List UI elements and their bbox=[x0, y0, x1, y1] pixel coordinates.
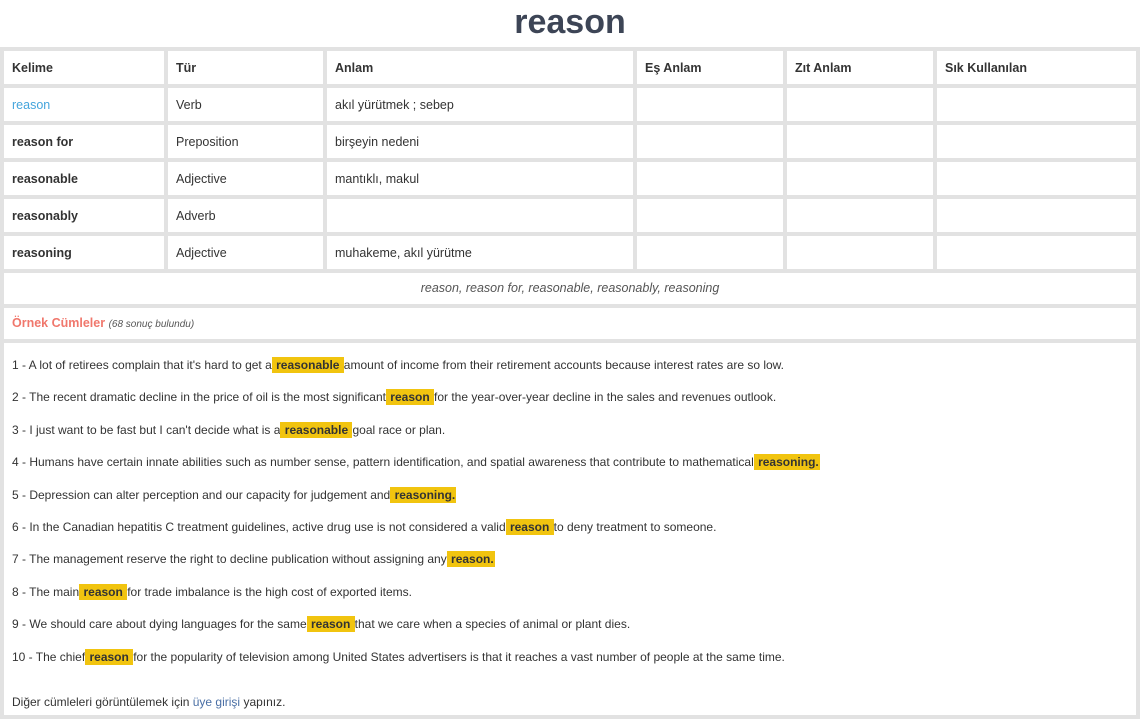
highlight-term: reason bbox=[80, 584, 127, 599]
login-link[interactable]: üye girişi bbox=[192, 695, 241, 709]
table-header-row bbox=[4, 51, 1136, 84]
word-link[interactable]: reasonable bbox=[4, 162, 164, 195]
list-item: 6 - In the Canadian hepatitis C treatment guidelines, active drug use is not considered a valid reason to deny treatment to someone. bbox=[12, 519, 717, 534]
list-item: 3 - I just want to be fast but I can't decide what is a reasonable goal race or plan. bbox=[12, 422, 446, 437]
word-meaning bbox=[327, 199, 633, 232]
word-meaning: birşeyin nedeni bbox=[327, 125, 633, 158]
word-antonym bbox=[787, 199, 933, 232]
word-common bbox=[937, 162, 1136, 195]
examples-header bbox=[4, 308, 1136, 339]
list-item: 4 - Humans have certain innate abilities such as number sense, pattern identification, and spatial awareness that contribute to mathematical reasoning. bbox=[12, 455, 819, 470]
word-link[interactable]: reason bbox=[4, 88, 164, 121]
word-forms: reason, reason for, reasonable, reasonably, reasoning bbox=[4, 273, 1136, 304]
word-type: Adjective bbox=[168, 162, 323, 195]
page-title: reason bbox=[514, 3, 626, 41]
word-type: Verb bbox=[168, 88, 323, 121]
word-common bbox=[937, 88, 1136, 121]
highlight-term: reason. bbox=[447, 552, 494, 567]
highlight-term: reasonable bbox=[272, 358, 343, 372]
table-row bbox=[4, 125, 1136, 158]
highlight-term: reason bbox=[386, 390, 433, 405]
word-type: Adjective bbox=[168, 236, 323, 269]
word-meaning: mantıklı, makul bbox=[327, 162, 633, 195]
header-anlam: Anlam bbox=[327, 51, 633, 84]
word-meaning: akıl yürütmek ; sebep bbox=[327, 88, 633, 121]
example-sentences bbox=[4, 343, 1136, 715]
header-kelime: Kelime bbox=[4, 51, 164, 84]
word-antonym bbox=[787, 125, 933, 158]
word-link[interactable]: reason for bbox=[4, 125, 164, 158]
header-tur: Tür bbox=[168, 51, 323, 84]
word-link[interactable]: reasonably bbox=[4, 199, 164, 232]
list-item: 2 - The recent dramatic decline in the price of oil is the most significant reason for the year-over-year decline in the sales and revenues outlook. bbox=[12, 390, 777, 405]
word-type: Preposition bbox=[168, 125, 323, 158]
highlight-term: reasoning. bbox=[754, 455, 819, 470]
word-common bbox=[937, 236, 1136, 269]
header-sik-kullanilan: Sık Kullanılan bbox=[937, 51, 1136, 84]
login-prompt: Diğer cümleleri görüntülemek için üye girişi yapınız. bbox=[12, 695, 286, 709]
word-synonym bbox=[637, 88, 783, 121]
word-synonym bbox=[637, 125, 783, 158]
word-synonym bbox=[637, 199, 783, 232]
highlight-term: reason bbox=[506, 519, 553, 534]
list-item: 7 - The management reserve the right to decline publication without assigning any reason. bbox=[12, 552, 494, 567]
list-item: 1 - A lot of retirees complain that it's hard to get a reasonable amount of income from their retirement accounts because interest rates are so low. bbox=[12, 358, 785, 372]
word-antonym bbox=[787, 162, 933, 195]
word-type: Adverb bbox=[168, 199, 323, 232]
word-common bbox=[937, 199, 1136, 232]
highlight-term: reasonable bbox=[281, 422, 352, 437]
table-row bbox=[4, 162, 1136, 195]
examples-title: Örnek Cümleler bbox=[12, 316, 106, 330]
list-item: 5 - Depression can alter perception and our capacity for judgement and reasoning. bbox=[12, 487, 456, 502]
header-zit-anlam: Zıt Anlam bbox=[787, 51, 933, 84]
table-row bbox=[4, 236, 1136, 269]
word-antonym bbox=[787, 88, 933, 121]
list-item: 8 - The main reason for trade imbalance is the high cost of exported items. bbox=[12, 584, 412, 599]
header-es-anlam: Eş Anlam bbox=[637, 51, 783, 84]
highlight-term: reason bbox=[307, 617, 354, 632]
table-row bbox=[4, 88, 1136, 121]
table-row bbox=[4, 199, 1136, 232]
word-common bbox=[937, 125, 1136, 158]
list-item: 10 - The chief reason for the popularity of television among United States advertisers is that it reaches a vast number of people at the same time. bbox=[12, 649, 785, 664]
list-item: 9 - We should care about dying languages for the same reason that we care when a species of animal or plant dies. bbox=[12, 617, 631, 632]
examples-count: (68 sonuç bulundu) bbox=[108, 319, 195, 330]
word-antonym bbox=[787, 236, 933, 269]
highlight-term: reason bbox=[86, 649, 133, 664]
word-meaning: muhakeme, akıl yürütme bbox=[327, 236, 633, 269]
word-link[interactable]: reasoning bbox=[4, 236, 164, 269]
word-table bbox=[0, 47, 1140, 273]
highlight-term: reasoning. bbox=[391, 487, 456, 502]
word-synonym bbox=[637, 236, 783, 269]
dictionary-panel bbox=[0, 47, 1140, 719]
word-synonym bbox=[637, 162, 783, 195]
